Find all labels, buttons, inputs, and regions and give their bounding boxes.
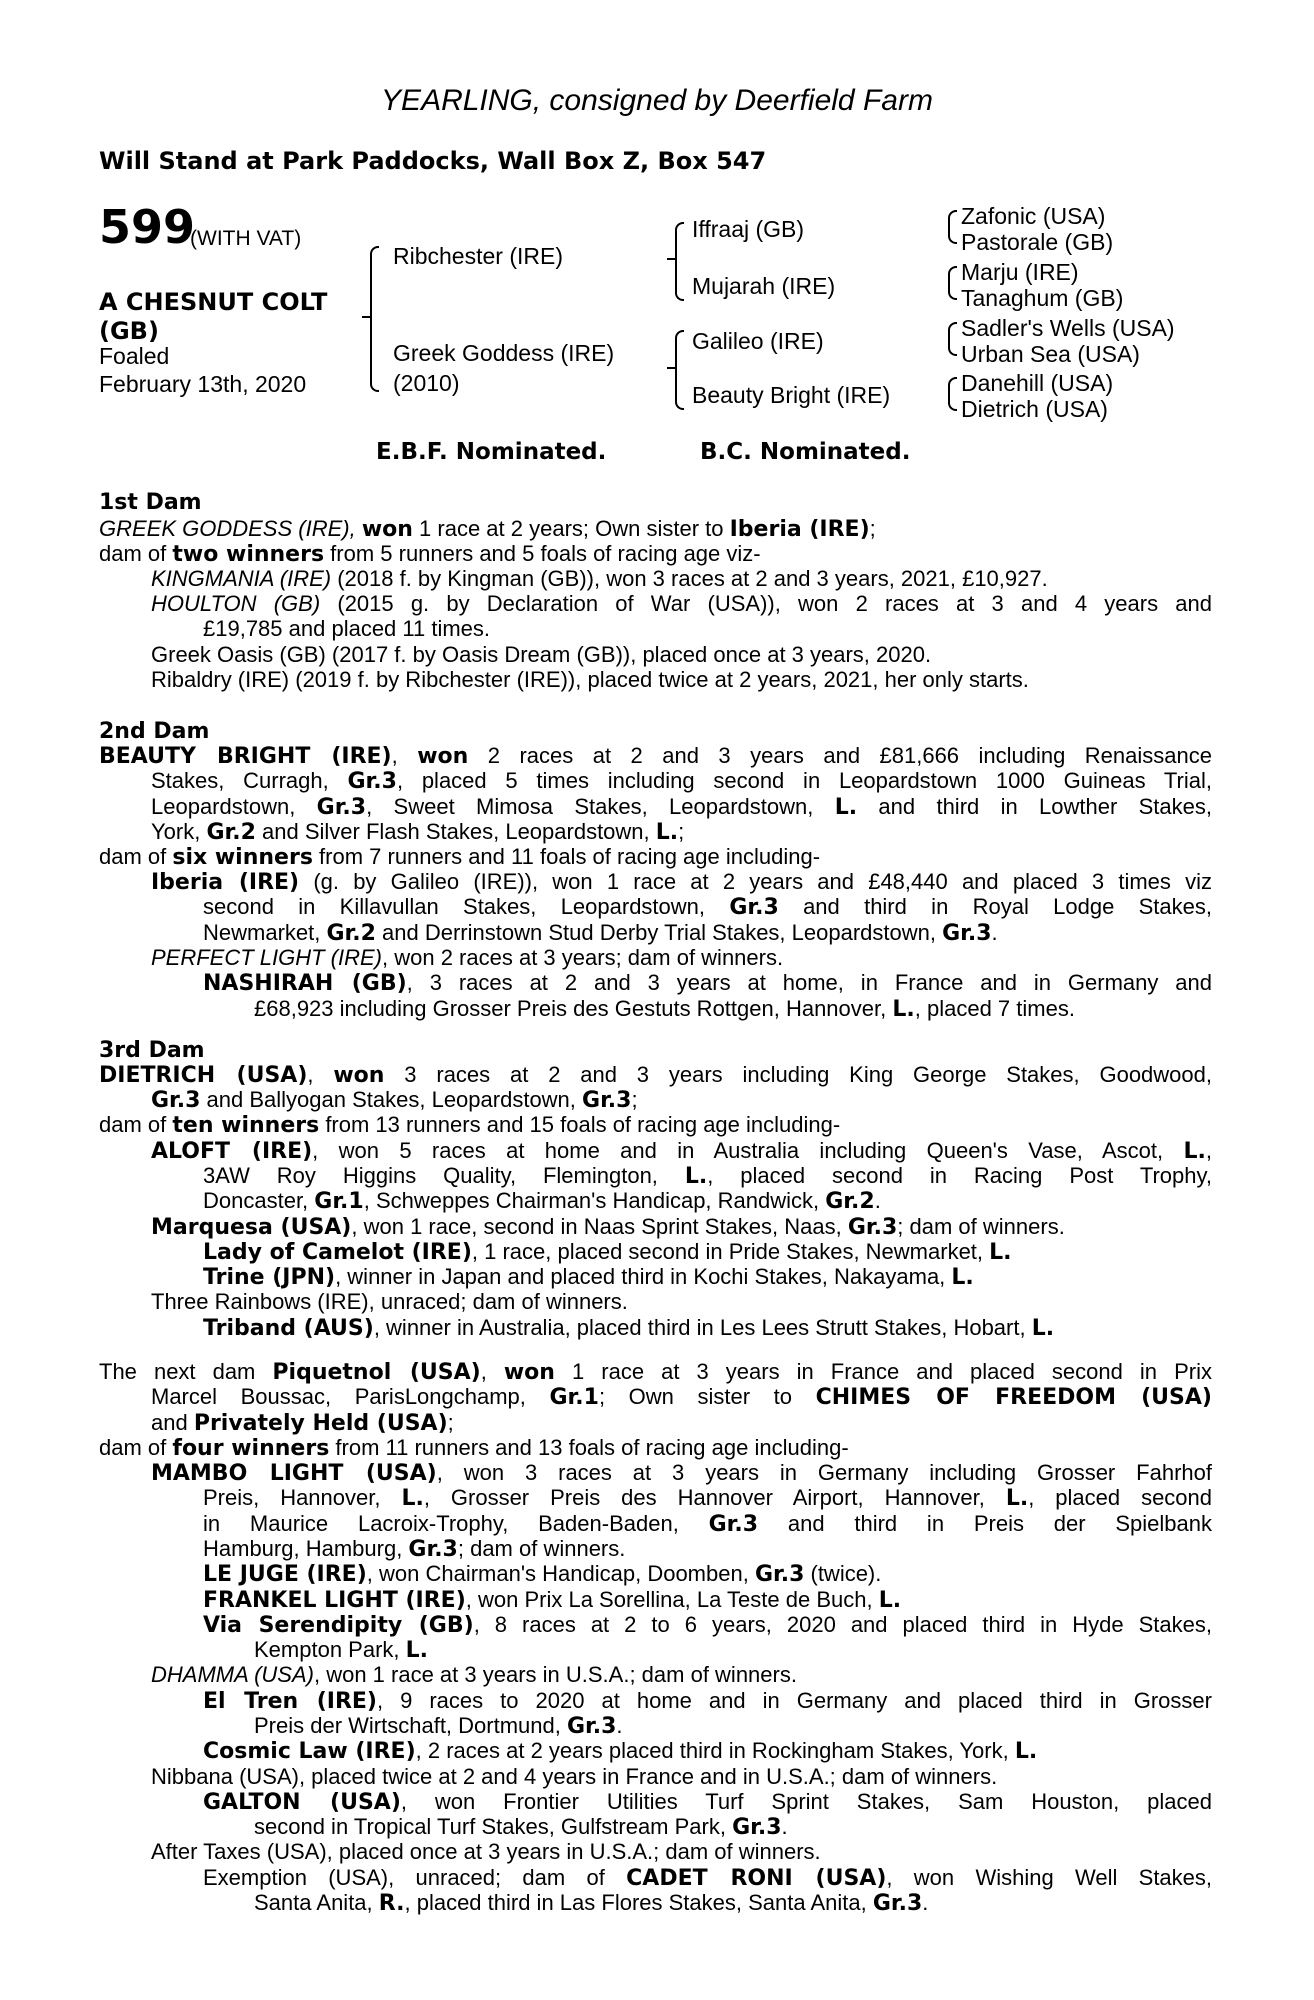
next-dam-line-segment: L. [1005,1486,1029,1511]
next-dam-line-segment: Gr.3 [408,1537,458,1562]
sire-dam-sire: Marju (IRE) [961,259,1079,285]
first-dam-line [99,516,876,543]
next-dam-line-segment: , placed third in Las Flores Stakes, Santa Anita, [404,1890,873,1915]
first-dam-line [151,667,1029,693]
lot-description: A CHESNUT COLT [99,288,328,316]
third-dam-line-segment: , [1205,1138,1212,1163]
next-dam-line-segment: , Grosser Preis des Hannover Airport, Hannover, [423,1485,1006,1510]
first-dam-line-segment: HOULTON (GB) [151,591,321,616]
second-dam-line-segment: and Derrinstown Stud Derby Trial Stakes, Leopardstown, [375,920,943,945]
next-dam-line-segment: , won Frontier Utilities Turf Sprint Stakes, Sam Houston, placed [400,1789,1212,1814]
third-dam-line-segment: Triband (AUS) [203,1316,374,1341]
next-dam-line-segment: Cosmic Law (IRE) [203,1739,416,1764]
next-dam-line-segment: CHIMES OF FREEDOM (USA) [815,1385,1212,1410]
sire-brace-tip [667,258,676,260]
dd-brace [948,377,957,411]
next-dam-line-segment: dam of [99,1435,173,1460]
third-dam-line-segment: L. [1031,1316,1055,1341]
second-dam-line-segment: Gr.3 [316,795,367,820]
next-dam-line-segment: , placed second [1028,1485,1212,1510]
next-dam-line-segment: won [503,1360,555,1385]
next-dam-line [254,1890,928,1917]
next-dam-line-segment: (twice). [804,1561,882,1586]
next-dam-line [151,1662,797,1688]
third-dam-line-segment: Lady of Camelot (IRE) [203,1240,472,1265]
next-dam-line [203,1612,1212,1638]
ds-brace [948,322,957,356]
third-dam-line-segment: , placed second in Racing Post Trophy, [707,1163,1212,1188]
next-dam-line-segment: , [480,1359,504,1384]
first-dam-line-segment: ; [869,516,876,541]
sire-brace [675,222,684,301]
second-dam-line-segment: L. [834,795,858,820]
second-dam-line [151,869,1212,895]
third-dam-line-segment: , Schweppes Chairman's Handicap, Randwick, [363,1188,826,1213]
next-dam-line-segment: Piquetnol (USA) [272,1360,481,1385]
second-dam-line-segment: Newmarket, [203,920,327,945]
next-dam-line [254,1637,428,1664]
third-dam-line-segment: won [333,1063,385,1088]
consignor-heading: YEARLING, consigned by Deerfield Farm [381,84,933,117]
next-dam-line-segment: L. [1014,1739,1038,1764]
first-dam-line-segment: KINGMANIA (IRE) [151,566,332,591]
third-dam-line-segment: Three Rainbows (IRE), unraced; dam of winners. [151,1289,628,1314]
next-dam-line-segment: , 8 races at 2 to 6 years, 2020 and placed third in Hyde Stakes, [473,1612,1212,1637]
ss-brace [948,210,957,244]
next-dam-line-segment: Gr.3 [872,1891,923,1916]
next-dam-line-segment: GALTON (USA) [203,1790,401,1815]
third-dam-line-segment: Doncaster, [203,1188,315,1213]
third-dam-line-segment: Gr.3 [847,1215,898,1240]
first-dam-line [151,566,1048,592]
third-dam-line [99,1062,1212,1088]
dam-dam-sire: Danehill (USA) [961,370,1114,396]
next-dam-line [203,1536,625,1563]
second-dam-line-segment: ; [678,819,685,844]
third-dam-line-segment: . [874,1188,881,1213]
next-dam-line-segment: . [922,1890,929,1915]
next-dam-line-segment: L. [878,1588,902,1613]
second-dam-line [151,768,1212,794]
third-dam-line-segment: and Ballyogan Stakes, Leopardstown, [200,1087,583,1112]
next-dam-line [151,1410,454,1437]
second-dam-line [254,996,1075,1023]
third-dam-line-segment: , won 1 race, second in Naas Sprint Stakes, Naas, [351,1214,848,1239]
third-dam-line-segment: L. [684,1164,708,1189]
next-dam-line-segment: Marcel Boussac, ParisLongchamp, [151,1384,550,1409]
next-dam-line-segment: , won Prix La Sorellina, La Teste de Buch, [465,1587,879,1612]
second-dam-title: 2nd Dam [99,719,210,744]
third-dam-line-segment: dam of [99,1112,173,1137]
sire: Ribchester (IRE) [393,243,563,269]
second-dam-line-segment: L. [655,820,679,845]
third-dam-line-segment: , 1 race, placed second in Pride Stakes, Newmarket, [471,1239,990,1264]
next-dam-line-segment: DHAMMA (USA) [151,1662,314,1687]
next-dam-line-segment: , won Chairman's Handicap, Doomben, [366,1561,755,1586]
third-dam-line [203,1188,881,1215]
first-dam-line [151,591,1212,617]
second-dam-line-segment: Gr.3 [347,769,397,794]
dam-brace [675,330,684,410]
next-dam-line-segment: , won 1 race at 3 years in U.S.A.; dam of winners. [313,1662,797,1687]
third-dam-line-segment: Gr.3 [151,1088,201,1113]
second-dam-line-segment: (g. by Galileo (IRE)), won 1 race at 2 years and £48,440 and placed 3 times viz [299,869,1212,894]
next-dam-line-segment: Santa Anita, [254,1890,379,1915]
next-dam-line-segment: ; Own sister to [598,1384,816,1409]
third-dam-line-segment: L. [951,1265,974,1290]
next-dam-line-segment: Gr.3 [754,1562,805,1587]
next-dam-line [151,1839,821,1865]
second-dam-line-segment: , 3 races at 2 and 3 years at home, in France and in Germany and [406,970,1212,995]
dam-year: (2010) [393,370,460,396]
next-dam-line-segment: MAMBO LIGHT (USA) [151,1461,437,1486]
second-dam-line [203,894,1212,920]
second-dam-line-segment: Gr.2 [326,921,376,946]
third-dam-line-segment: ; [631,1087,638,1112]
next-dam-line [203,1511,1212,1537]
third-dam-line [151,1087,638,1114]
next-dam-line-segment: . [781,1814,788,1839]
first-dam-line-segment: (2018 f. by Kingman (GB)), won 3 races at 2 and 3 years, 2021, £10,927. [331,566,1048,591]
second-dam-line-segment: . [991,920,998,945]
sire-dam-dam: Tanaghum (GB) [961,285,1124,311]
next-dam-line-segment: El Tren (IRE) [203,1689,377,1714]
third-dam-line-segment: Gr.1 [314,1189,364,1214]
first-dam-line-segment: Ribaldry (IRE) (2019 f. by Ribchester (IRE)), placed twice at 2 years, 2021, her only starts. [151,667,1029,692]
second-dam-line-segment: £68,923 including Grosser Preis des Gestuts Rottgen, Hannover, [254,996,893,1021]
second-dam-line [99,743,1212,769]
next-dam-line-segment: Preis der Wirtschaft, Dortmund, [254,1713,567,1738]
next-dam-line-segment: Nibbana (USA), placed twice at 2 and 4 years in France and in U.S.A.; dam of winners. [151,1764,998,1789]
third-dam-line [151,1138,1212,1164]
sire-sire-dam: Pastorale (GB) [961,229,1114,255]
third-dam-line [151,1214,1065,1241]
dam-dam: Beauty Bright (IRE) [692,382,891,408]
next-dam-line-segment: Gr.3 [732,1815,782,1840]
third-dam-line-segment: , [307,1062,334,1087]
sire-sire: Iffraaj (GB) [692,216,805,242]
second-dam-line-segment: six winners [172,845,313,870]
next-dam-line [203,1485,1212,1511]
lot-description-country: (GB) [99,317,159,345]
second-dam-line-segment: NASHIRAH (GB) [203,971,407,996]
next-dam-line-segment: Kempton Park, [254,1637,406,1662]
third-dam-line-segment: , winner in Japan and placed third in Kochi Stakes, Nakayama, [335,1264,952,1289]
next-dam-line [203,1865,1212,1891]
second-dam-line-segment: second in Killavullan Stakes, Leopardstown, [203,894,730,919]
next-dam-line-segment: four winners [172,1436,330,1461]
second-dam-line [99,844,820,871]
second-dam-line-segment: Gr.3 [729,895,779,920]
next-dam-line-segment: second in Tropical Turf Stakes, Gulfstream Park, [254,1814,733,1839]
second-dam-line-segment: and third in Lowther Stakes, [857,794,1212,819]
third-dam-line-segment: , won 5 races at home and in Australia including Queen's Vase, Ascot, [312,1138,1184,1163]
second-dam-line-segment: Gr.3 [942,921,992,946]
foaled-label: Foaled [99,343,170,369]
next-dam-line-segment: Hamburg, Hamburg, [203,1536,409,1561]
ebf-nomination: E.B.F. Nominated. [376,439,607,465]
third-dam-line [99,1112,840,1139]
next-dam-line-segment: in Maurice Lacroix-Trophy, Baden-Baden, [203,1511,709,1536]
second-dam-line-segment: , placed 5 times including second in Leopardstown 1000 Guineas Trial, [396,768,1212,793]
third-dam-line-segment: ALOFT (IRE) [151,1139,313,1164]
next-dam-line-segment: and third in Preis der Spielbank [758,1511,1212,1536]
vat-note: (WITH VAT) [190,227,302,250]
sire-sire-sire: Zafonic (USA) [961,203,1106,229]
bc-nomination: B.C. Nominated. [700,439,911,465]
next-dam-line [151,1384,1212,1410]
next-dam-line-segment: Gr.3 [566,1714,617,1739]
next-dam-line-segment: , 2 races at 2 years placed third in Rockingham Stakes, York, [415,1738,1015,1763]
first-dam-line-segment: GREEK GODDESS (IRE), [99,516,362,541]
next-dam-line [254,1713,623,1740]
next-dam-line-segment: , won 3 races at 3 years in Germany including Grosser Fahrhof [436,1460,1212,1485]
third-dam-line-segment: ; dam of winners. [897,1214,1065,1239]
pedigree-brace-tip [362,316,371,318]
second-dam-line-segment: , won 2 races at 3 years; dam of winners. [382,945,784,970]
second-dam-line [151,819,684,846]
second-dam-line-segment: , [391,743,418,768]
second-dam-line-segment: York, [151,819,207,844]
second-dam-line [151,794,1212,820]
first-dam-line-segment: (2015 g. by Declaration of War (USA)), won 2 races at 3 and 4 years and [320,591,1212,616]
second-dam-line-segment: Iberia (IRE) [151,870,300,895]
next-dam-line-segment: Preis, Hannover, [203,1485,402,1510]
sd-brace [948,266,957,300]
next-dam-line-segment: . [616,1713,623,1738]
first-dam-line-segment: from 5 runners and 5 foals of racing age viz- [324,541,761,566]
second-dam-line [203,920,998,947]
third-dam-line-segment: Marquesa (USA) [151,1215,352,1240]
first-dam-line-segment: £19,785 and placed 11 times. [203,616,491,641]
first-dam-line-segment: two winners [172,542,325,567]
third-dam-line-segment: Trine (JPN) [203,1265,336,1290]
third-dam-line [203,1264,974,1291]
third-dam-line-segment: ten winners [172,1113,320,1138]
second-dam-line-segment: PERFECT LIGHT (IRE) [151,945,383,970]
third-dam-line-segment: L. [1183,1139,1206,1164]
dam-dam-dam: Dietrich (USA) [961,396,1108,422]
next-dam-line-segment: , 9 races to 2020 at home and in Germany and placed third in Grosser [376,1688,1212,1713]
second-dam-line-segment: won [417,744,469,769]
second-dam-line-segment: L. [892,997,915,1022]
next-dam-line-segment: CADET RONI (USA) [626,1866,887,1891]
third-dam-line-segment: , winner in Australia, placed third in Les Lees Strutt Stakes, Hobart, [373,1315,1032,1340]
second-dam-line-segment: Stakes, Curragh, [151,768,348,793]
next-dam-line [203,1561,881,1588]
third-dam-line [203,1163,1212,1189]
second-dam-line [203,970,1212,996]
dam-sire-dam: Urban Sea (USA) [961,341,1140,367]
next-dam-line [151,1764,997,1790]
second-dam-line-segment: Leopardstown, [151,794,317,819]
foaled-date: February 13th, 2020 [99,371,307,397]
second-dam-line-segment: , placed 7 times. [914,996,1075,1021]
first-dam-line-segment: Greek Oasis (GB) (2017 f. by Oasis Dream (GB)), placed once at 3 years, 2020. [151,642,932,667]
next-dam-line-segment: and [151,1410,194,1435]
dam-brace-tip [667,367,676,369]
first-dam-line [203,616,490,642]
first-dam-line [99,541,761,568]
next-dam-line [203,1738,1037,1765]
pedigree-brace [370,246,379,392]
first-dam-line-segment: dam of [99,541,173,566]
second-dam-line-segment: from 7 runners and 11 foals of racing age including- [312,844,821,869]
next-dam-line-segment: L. [401,1486,424,1511]
next-dam-line-segment: FRANKEL LIGHT (IRE) [203,1588,466,1613]
next-dam-line-segment: Privately Held (USA) [193,1411,448,1436]
next-dam-line [151,1460,1212,1486]
third-dam-line-segment: DIETRICH (USA) [99,1063,308,1088]
second-dam-line-segment: BEAUTY BRIGHT (IRE) [99,744,392,769]
third-dam-line-segment: from 13 runners and 15 foals of racing age including- [319,1112,841,1137]
next-dam-line [99,1435,849,1462]
next-dam-line [203,1587,901,1614]
next-dam-line-segment: R. [378,1891,405,1916]
next-dam-line-segment: 1 race at 3 years in France and placed second in Prix [554,1359,1212,1384]
stand-location: Will Stand at Park Paddocks, Wall Box Z, Box 547 [99,147,767,175]
dam: Greek Goddess (IRE) [393,340,615,366]
first-dam-line-segment: 1 race at 2 years; Own sister to [412,516,730,541]
third-dam-line [151,1289,628,1315]
third-dam-line-segment: 3 races at 2 and 3 years including King George Stakes, Goodwood, [384,1062,1212,1087]
second-dam-line-segment: , Sweet Mimosa Stakes, Leopardstown, [366,794,835,819]
next-dam-line-segment: LE JUGE (IRE) [203,1562,367,1587]
first-dam-line-segment: won [361,517,413,542]
next-dam-line-segment: ; [447,1410,454,1435]
second-dam-line-segment: and third in Royal Lodge Stakes, [778,894,1212,919]
next-dam-line [254,1814,788,1841]
second-dam-line [151,945,783,971]
next-dam-line-segment: from 11 runners and 13 foals of racing age including- [329,1435,849,1460]
second-dam-line-segment: 2 races at 2 and 3 years and £81,666 including Renaissance [468,743,1212,768]
third-dam-title: 3rd Dam [99,1038,205,1063]
next-dam-line-segment: Exemption (USA), unraced; dam of [203,1865,627,1890]
next-dam-line-segment: Gr.3 [708,1512,759,1537]
next-dam-line-segment: , won Wishing Well Stakes, [886,1865,1212,1890]
sire-dam: Mujarah (IRE) [692,273,836,299]
third-dam-line-segment: L. [989,1240,1012,1265]
second-dam-line-segment: dam of [99,844,173,869]
next-dam-line-segment: Via Serendipity (GB) [203,1613,474,1638]
next-dam-line [203,1789,1212,1815]
dam-sire: Galileo (IRE) [692,328,824,354]
next-dam-line-segment: The next dam [99,1359,273,1384]
third-dam-line-segment: Gr.2 [825,1189,875,1214]
third-dam-line-segment: 3AW Roy Higgins Quality, Flemington, [203,1163,685,1188]
first-dam-line [151,642,931,668]
first-dam-title: 1st Dam [99,490,202,515]
third-dam-line-segment: Gr.3 [582,1088,632,1113]
dam-sire-sire: Sadler's Wells (USA) [961,315,1175,341]
lot-number: 599 [99,200,196,254]
next-dam-line [203,1688,1212,1714]
first-dam-line-segment: Iberia (IRE) [729,517,870,542]
next-dam-line-segment: ; dam of winners. [457,1536,626,1561]
next-dam-line-segment: Gr.1 [549,1385,599,1410]
third-dam-line [203,1315,1054,1342]
second-dam-line-segment: Gr.2 [206,820,256,845]
next-dam-line-segment: L. [405,1638,429,1663]
next-dam-line-segment: After Taxes (USA), placed once at 3 years in U.S.A.; dam of winners. [151,1839,821,1864]
next-dam-line [99,1359,1212,1385]
third-dam-line [203,1239,1012,1266]
second-dam-line-segment: and Silver Flash Stakes, Leopardstown, [255,819,656,844]
